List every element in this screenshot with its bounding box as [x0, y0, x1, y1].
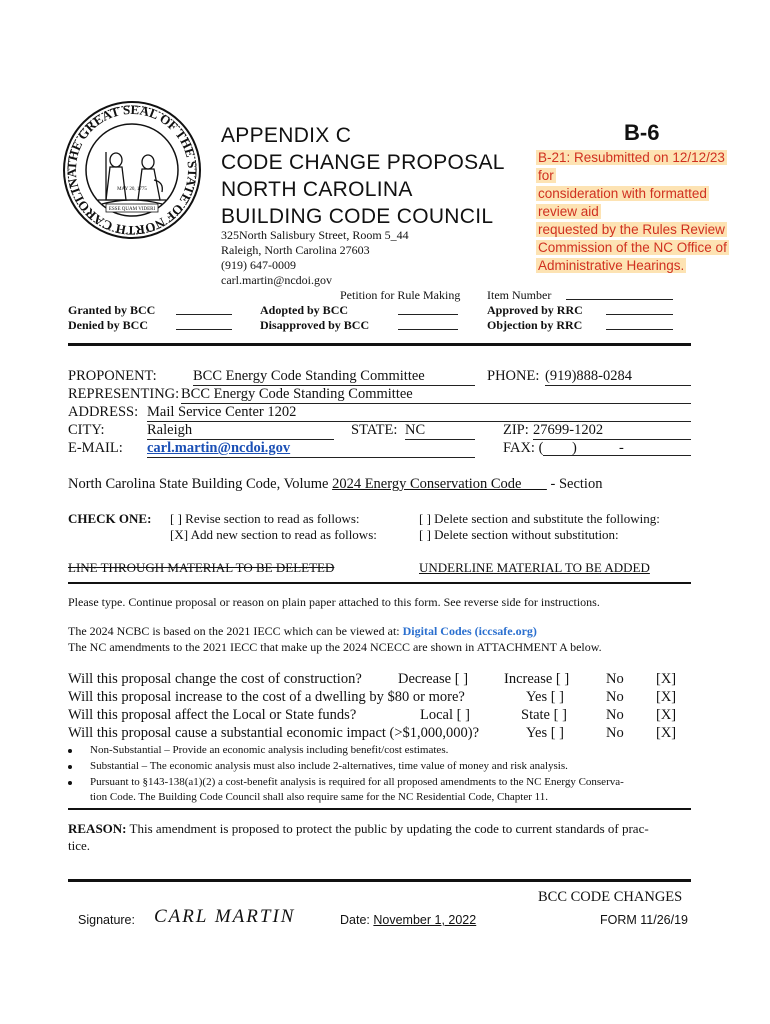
footer-divider — [68, 879, 691, 882]
check-add-new[interactable]: [X] Add new section to read as follows: — [170, 527, 377, 542]
fax-label: FAX: ( — [503, 440, 544, 456]
bullet-pursuant-cont: tion Code. The Building Code Council shall also require same for the NC Residential Code, Chapter 11. — [90, 791, 548, 803]
disapproved-label: Disapproved by BCC — [260, 318, 370, 332]
impact-q4-mark[interactable]: [X] — [656, 725, 677, 741]
date-value[interactable]: November 1, 2022 — [373, 913, 477, 927]
bullet-pursuant: Pursuant to §143-138(a1)(2) a cost-benefit analysis is required for all proposed amendments to the NC Energy Conserva- — [90, 776, 624, 788]
code-volume[interactable]: 2024 Energy Conservation Code — [332, 476, 522, 492]
impact-q1-decrease[interactable]: Decrease [ ] — [398, 671, 469, 687]
check-delete-substitute[interactable]: [ ] Delete section and substitute the following: — [419, 511, 660, 526]
denied-label: Denied by BCC — [68, 318, 149, 332]
seal-motto: ESSE QUAM VIDERI — [108, 207, 156, 212]
impact-q2-no: No — [606, 689, 624, 705]
phone-label: PHONE: — [487, 368, 540, 384]
impact-q1: Will this proposal change the cost of construction? — [68, 671, 362, 687]
impact-q3-local[interactable]: Local [ ] — [420, 707, 470, 723]
signature-label: Signature: — [78, 913, 135, 927]
email-link[interactable]: carl.martin@ncdoi.gov — [147, 440, 291, 456]
impact-q3-state[interactable]: State [ ] — [521, 707, 567, 723]
resubmit-note: B-21: Resubmitted on 12/12/23 for consideration with formatted review aid requested by the Rules Review Commission of the NC Office of Administrative Hearings. — [538, 150, 727, 273]
phone-field[interactable]: (919)888-0284 — [545, 368, 691, 386]
adopted-field[interactable] — [398, 314, 458, 315]
bullet-dot — [68, 765, 72, 769]
added-legend: UNDERLINE MATERIAL TO BE ADDED — [419, 560, 650, 575]
check-revise[interactable]: [ ] Revise section to read as follows: — [170, 511, 360, 526]
impact-q3: Will this proposal affect the Local or State funds? — [68, 707, 357, 723]
fax-field[interactable] — [543, 455, 691, 456]
reason-block: REASON: This amendment is proposed to protect the public by updating the code to current standards of prac- — [68, 821, 649, 836]
disapproved-field[interactable] — [398, 329, 458, 330]
bcc-code-changes: BCC CODE CHANGES — [538, 889, 683, 905]
petition-label: Petition for Rule Making — [340, 288, 461, 302]
council-address: 325North Salisbury Street, Room 5_44 Raleigh, North Carolina 27603 (919) 647-0009 carl.martin@ncdoi.gov — [221, 228, 409, 287]
approved-rrc-label: Approved by RRC — [487, 303, 583, 317]
form-version: FORM 11/26/19 — [600, 913, 689, 927]
proponent-label: PROPONENT: — [68, 368, 157, 384]
address-label: ADDRESS: — [68, 404, 139, 420]
digital-codes-link[interactable]: Digital Codes (iccsafe.org) — [402, 624, 537, 638]
title-line-3: BUILDING CODE COUNCIL — [221, 205, 494, 228]
title-line-1: CODE CHANGE PROPOSAL — [221, 151, 505, 174]
appendix-label: APPENDIX C — [221, 124, 352, 147]
bullet-substantial: Substantial – The economic analysis must also include 2-alternatives, time value of money and risk analysis. — [90, 760, 568, 772]
state-seal — [62, 100, 202, 240]
impact-q4-yes[interactable]: Yes [ ] — [526, 725, 565, 741]
zip-field[interactable]: 27699-1202 — [533, 422, 691, 440]
representing-label: REPRESENTING: — [68, 386, 180, 402]
date-field: Date: November 1, 2022 — [340, 913, 477, 927]
city-field[interactable]: Raleigh — [147, 422, 334, 440]
impact-q3-mark[interactable]: [X] — [656, 707, 677, 723]
impact-q4: Will this proposal cause a substantial economic impact (>$1,000,000)? — [68, 725, 480, 741]
fax-dash: - — [619, 440, 624, 456]
section-divider — [68, 343, 691, 346]
impact-q1-increase[interactable]: Increase [ ] — [504, 671, 570, 687]
form-id: B-6 — [624, 120, 660, 145]
zip-label: ZIP: — [503, 422, 529, 438]
impact-q4-no: No — [606, 725, 624, 741]
adopted-label: Adopted by BCC — [260, 303, 349, 317]
denied-field[interactable] — [176, 329, 232, 330]
code-section-line: North Carolina State Building Code, Volume 2024 Energy Conservation Code - Section — [68, 476, 603, 492]
address-field[interactable]: Mail Service Center 1202 — [147, 404, 691, 422]
title-line-2: NORTH CAROLINA — [221, 178, 413, 201]
instructions-text: Please type. Continue proposal or reason on plain paper attached to this form. See reverse side for instructions. — [68, 595, 600, 609]
impact-q1-no: No — [606, 671, 624, 687]
signature-value[interactable]: CARL MARTIN — [154, 906, 296, 927]
seal-date: MAY 20, 1775 — [117, 187, 147, 192]
impact-q2-yes[interactable]: Yes [ ] — [526, 689, 565, 705]
svg-text:THE GREAT SEAL OF THE STATE OF — [64, 102, 200, 238]
objection-rrc-label: Objection by RRC — [487, 318, 583, 332]
deleted-legend: LINE THROUGH MATERIAL TO BE DELETED — [68, 560, 335, 575]
ncbc-note-line1: The 2024 NCBC is based on the 2021 IECC which can be viewed at: Digital Codes (iccsafe.org) — [68, 624, 537, 638]
legend-divider — [68, 582, 691, 584]
reason-cont: tice. — [68, 838, 91, 853]
ncbc-note-line2: The NC amendments to the 2021 IECC that make up the 2024 NCECC are shown in ATTACHMENT A below. — [68, 640, 602, 654]
bullet-dot — [68, 749, 72, 753]
objection-rrc-field[interactable] — [606, 329, 673, 330]
impact-q1-mark[interactable]: [X] — [656, 671, 677, 687]
email-label: E-MAIL: — [68, 440, 123, 456]
impact-q3-no: No — [606, 707, 624, 723]
item-number-field[interactable] — [566, 299, 673, 300]
state-label: STATE: — [351, 422, 398, 438]
city-label: CITY: — [68, 422, 105, 438]
representing-field[interactable]: BCC Energy Code Standing Committee — [181, 386, 691, 404]
bullet-non-substantial: Non-Substantial – Provide an economic analysis including benefit/cost estimates. — [90, 744, 449, 756]
item-number-label: Item Number — [487, 288, 552, 302]
reason-divider — [68, 808, 691, 810]
check-one-label: CHECK ONE: — [68, 511, 152, 526]
approved-rrc-field[interactable] — [606, 314, 673, 315]
granted-field[interactable] — [176, 314, 232, 315]
proponent-field[interactable]: BCC Energy Code Standing Committee — [193, 368, 475, 386]
check-delete-only[interactable]: [ ] Delete section without substitution: — [419, 527, 619, 542]
bullet-dot — [68, 781, 72, 785]
granted-label: Granted by BCC — [68, 303, 156, 317]
impact-q2: Will this proposal increase to the cost of a dwelling by $80 or more? — [68, 689, 465, 705]
impact-q2-mark[interactable]: [X] — [656, 689, 677, 705]
fax-paren: ) — [572, 440, 577, 456]
state-field[interactable]: NC — [405, 422, 475, 440]
email-field[interactable] — [147, 440, 475, 458]
seal-ring-text: THE GREAT SEAL OF THE STATE OF NORTH CAROLINA — [63, 101, 201, 239]
